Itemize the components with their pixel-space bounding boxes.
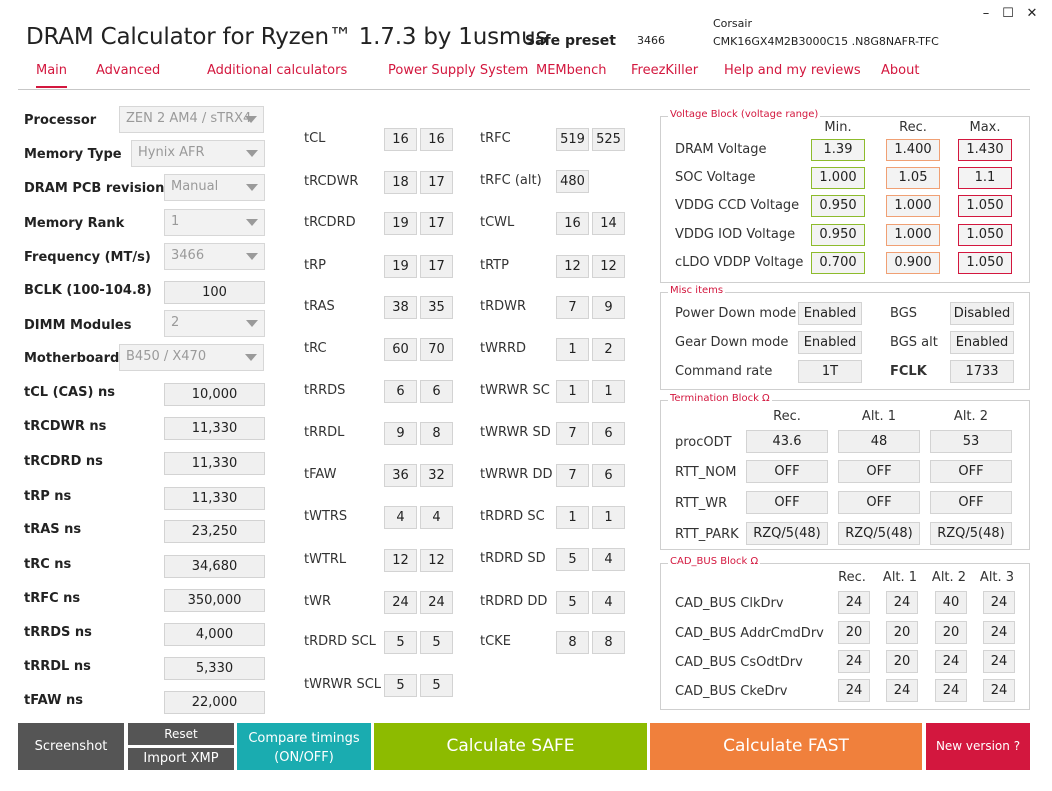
compare-timings-button[interactable] [237,723,371,770]
cad-bus-value[interactable]: 24 [983,621,1015,644]
timing-value-a[interactable]: 24 [384,591,417,614]
timing-value-b[interactable]: 4 [592,591,625,614]
cad-bus-value[interactable]: 20 [838,621,870,644]
timing-label: tRDRD SCL [304,634,376,649]
new-version-button[interactable]: New version ? [926,723,1030,770]
termination-label: RTT_WR [675,496,728,511]
voltage-min[interactable]: 0.950 [811,224,865,246]
chevron-down-icon [245,116,257,123]
timing-value-b[interactable]: 525 [592,128,625,151]
timing-value-a[interactable]: 1 [556,338,589,361]
termination-value[interactable]: 48 [838,430,920,453]
cad-bus-value[interactable]: 24 [983,591,1015,614]
power-down-label: Power Down mode [675,306,797,321]
timing-value-a[interactable]: 19 [384,255,417,278]
gear-down-label: Gear Down mode [675,335,789,350]
memory-rank-label: Memory Rank [24,216,125,231]
processor-value: ZEN 2 AM4 / sTRX4 [126,111,252,126]
timing-value-b[interactable]: 6 [592,464,625,487]
timing-value-a[interactable]: 12 [556,255,589,278]
timing-value-a[interactable]: 12 [384,549,417,572]
motherboard-value: B450 / X470 [126,349,207,364]
cad-bus-value[interactable]: 24 [886,591,918,614]
timing-label: tWRWR SCL [304,677,382,692]
timing-label: tRDRD DD [480,594,548,609]
timing-value-b[interactable]: 1 [592,506,625,529]
cad-bus-header: Alt. 2 [931,570,967,585]
termination-value[interactable]: OFF [838,460,920,483]
cad-bus-value[interactable]: 20 [935,621,967,644]
voltage-rec[interactable]: 1.000 [886,195,940,217]
screenshot-button[interactable]: Screenshot [18,723,124,770]
timing-label: tRCDRD [304,215,356,230]
compare-line2: (ON/OFF) [274,750,334,765]
safe-preset-label: Safe preset [525,33,616,49]
termination-value[interactable]: 53 [930,430,1012,453]
timing-label: tCWL [480,215,515,230]
timing-value-a[interactable]: 7 [556,464,589,487]
ns-value[interactable]: 34,680 [164,555,265,578]
main-nav [18,60,1030,90]
memory-rank-value: 1 [171,214,180,229]
ns-value[interactable]: 22,000 [164,691,265,714]
ns-value[interactable]: 11,330 [164,452,265,475]
ns-label: tRAS ns [24,522,82,537]
ns-value[interactable]: 4,000 [164,623,265,646]
ns-label: tRCDRD ns [24,454,103,469]
cad-bus-header: Alt. 3 [979,570,1015,585]
reset-button[interactable]: Reset [128,723,234,745]
gear-down-value[interactable]: Enabled [798,331,862,354]
timing-value-b[interactable]: 8 [592,631,625,654]
timing-value-a[interactable]: 36 [384,464,417,487]
cad-bus-value[interactable]: 20 [886,650,918,673]
termination-value[interactable]: OFF [930,491,1012,514]
ns-label: tRCDWR ns [24,419,107,434]
ns-label: tCL (CAS) ns [24,385,115,400]
termination-label: RTT_NOM [675,465,737,480]
timing-value-b[interactable]: 8 [420,422,453,445]
termination-header: Rec. [773,409,801,424]
cad-bus-value[interactable]: 24 [935,679,967,702]
fclk-label: FCLK [890,364,927,379]
timing-label: tWRWR DD [480,467,553,482]
timing-label: tWRWR SD [480,425,551,440]
timing-label: tRCDWR [304,174,359,189]
timing-value-b[interactable]: 6 [592,422,625,445]
preset-value: 3466 [637,34,665,47]
voltage-rec[interactable]: 1.05 [886,167,940,189]
frequency-value: 3466 [171,248,205,263]
chevron-down-icon [246,184,258,191]
cad-bus-value[interactable]: 24 [935,650,967,673]
ns-label: tFAW ns [24,693,83,708]
timing-value-a[interactable]: 5 [384,631,417,654]
maximize-button[interactable]: ☐ [1002,6,1014,21]
cad-bus-block-title: CAD_BUS Block Ω [670,556,759,567]
calculate-safe-button[interactable]: Calculate SAFE [374,723,647,770]
timing-value-a[interactable]: 5 [384,674,417,697]
processor-select[interactable] [119,106,264,133]
timing-label: tRP [304,258,326,273]
pcb-revision-select[interactable] [164,174,265,201]
timing-label: tRDRD SC [480,509,545,524]
ns-value[interactable]: 11,330 [164,417,265,440]
cad-bus-label: CAD_BUS AddrCmdDrv [675,626,824,641]
cad-bus-value[interactable]: 24 [983,679,1015,702]
timing-value-a[interactable]: 16 [384,128,417,151]
memory-type-value: Hynix AFR [138,145,205,160]
tab-main[interactable]: Main [36,63,67,88]
tab-help-reviews[interactable]: Help and my reviews [724,63,861,78]
tab-about[interactable]: About [881,63,920,78]
voltage-max[interactable]: 1.050 [958,252,1012,274]
timing-value-a[interactable]: 6 [384,380,417,403]
timing-value-b[interactable]: 4 [420,506,453,529]
timing-label: tWRWR SC [480,383,550,398]
timing-value-b[interactable]: 5 [420,631,453,654]
chevron-down-icon [245,354,257,361]
timing-label: tRTP [480,258,509,273]
voltage-min[interactable]: 1.39 [811,139,865,161]
timing-label: tCL [304,131,326,146]
bgs-value[interactable]: Disabled [950,302,1014,325]
timing-value-a[interactable]: 7 [556,422,589,445]
memory-rank-select[interactable] [164,209,265,236]
voltage-label: VDDG IOD Voltage [675,227,796,242]
ns-value[interactable]: 350,000 [164,589,265,612]
voltage-max[interactable]: 1.050 [958,195,1012,217]
cad-bus-header: Alt. 1 [882,570,918,585]
voltage-max[interactable]: 1.050 [958,224,1012,246]
voltage-label: DRAM Voltage [675,142,767,157]
timing-value-a[interactable]: 480 [556,170,589,193]
termination-label: procODT [675,435,732,450]
cad-bus-label: CAD_BUS ClkDrv [675,596,784,611]
voltage-min[interactable]: 1.000 [811,167,865,189]
cad-bus-value[interactable]: 24 [983,650,1015,673]
termination-header: Alt. 1 [861,409,897,424]
termination-label: RTT_PARK [675,527,739,542]
tab-membench[interactable]: MEMbench [536,63,607,78]
termination-value[interactable]: OFF [746,491,828,514]
voltage-max[interactable]: 1.430 [958,139,1012,161]
timing-label: tWR [304,594,331,609]
voltage-label: SOC Voltage [675,170,756,185]
voltage-min[interactable]: 0.700 [811,252,865,274]
cad-bus-label: CAD_BUS CkeDrv [675,684,788,699]
memory-brand: Corsair [713,17,752,30]
dimm-modules-label: DIMM Modules [24,318,132,333]
command-rate-value[interactable]: 1T [798,360,862,383]
timing-value-a[interactable]: 60 [384,338,417,361]
voltage-label: cLDO VDDP Voltage [675,255,804,270]
voltage-header: Max. [969,120,1001,135]
calculate-fast-button[interactable]: Calculate FAST [650,723,922,770]
minimize-button[interactable]: – [982,6,990,21]
timing-value-a[interactable]: 5 [556,591,589,614]
ns-label: tRRDL ns [24,659,91,674]
timing-value-b[interactable]: 17 [420,255,453,278]
cad-bus-value[interactable]: 24 [886,679,918,702]
bgs-label: BGS [890,306,918,321]
power-down-value[interactable]: Enabled [798,302,862,325]
bclk-input[interactable]: 100 [164,281,265,304]
timing-label: tRAS [304,299,335,314]
timing-label: tRDWR [480,299,527,314]
timing-value-b[interactable]: 17 [420,171,453,194]
tab-freezkiller[interactable]: FreezKiller [631,63,699,78]
cad-bus-value[interactable]: 24 [838,591,870,614]
timing-value-b[interactable]: 14 [592,212,625,235]
timing-label: tWTRS [304,509,348,524]
ns-value[interactable]: 11,330 [164,487,265,510]
voltage-block-title: Voltage Block (voltage range) [670,109,819,120]
cad-bus-value[interactable]: 20 [886,621,918,644]
termination-block-title: Termination Block Ω [670,393,770,404]
timing-value-b[interactable]: 6 [420,380,453,403]
voltage-rec[interactable]: 0.900 [886,252,940,274]
frequency-label: Frequency (MT/s) [24,250,151,265]
chevron-down-icon [246,150,258,157]
tab-additional-calculators[interactable]: Additional calculators [207,63,348,78]
processor-label: Processor [24,113,97,128]
timing-value-a[interactable]: 1 [556,380,589,403]
memory-type-label: Memory Type [24,147,122,162]
cad-bus-label: CAD_BUS CsOdtDrv [675,655,803,670]
timing-value-a[interactable]: 18 [384,171,417,194]
close-button[interactable]: ✕ [1026,6,1038,21]
pcb-revision-value: Manual [171,179,219,194]
fclk-value[interactable]: 1733 [950,360,1014,383]
termination-value[interactable]: OFF [838,491,920,514]
timing-label: tWTRL [304,552,347,567]
timing-value-b[interactable]: 9 [592,296,625,319]
timing-value-a[interactable]: 19 [384,212,417,235]
tab-power-supply-system[interactable]: Power Supply System [388,63,529,78]
timing-value-a[interactable]: 38 [384,296,417,319]
chevron-down-icon [246,219,258,226]
voltage-rec[interactable]: 1.400 [886,139,940,161]
ns-value[interactable]: 23,250 [164,520,265,543]
termination-value[interactable]: RZQ/5(48) [838,522,920,545]
dimm-modules-value: 2 [171,315,180,330]
motherboard-select[interactable] [119,344,264,371]
import-xmp-button[interactable]: Import XMP [128,748,234,770]
motherboard-label: Motherboard [24,351,120,366]
timing-value-a[interactable]: 1 [556,506,589,529]
termination-value[interactable]: 43.6 [746,430,828,453]
timing-value-b[interactable]: 70 [420,338,453,361]
timing-value-b[interactable]: 17 [420,212,453,235]
termination-value[interactable]: RZQ/5(48) [930,522,1012,545]
timing-value-a[interactable]: 9 [384,422,417,445]
timing-value-b[interactable]: 12 [592,255,625,278]
voltage-label: VDDG CCD Voltage [675,198,800,213]
timing-value-a[interactable]: 8 [556,631,589,654]
timing-label: tRFC [480,131,511,146]
command-rate-label: Command rate [675,364,773,379]
ns-label: tRFC ns [24,591,81,606]
app-title: DRAM Calculator for Ryzen™ 1.7.3 by 1usmus [26,24,548,50]
pcb-revision-label: DRAM PCB revision [24,181,165,196]
dimm-modules-select[interactable] [164,310,265,337]
bgs-alt-value[interactable]: Enabled [950,331,1014,354]
chevron-down-icon [246,253,258,260]
voltage-header: Min. [824,120,852,135]
timing-value-b[interactable]: 32 [420,464,453,487]
cad-bus-value[interactable]: 24 [838,679,870,702]
misc-block-title: Misc items [670,285,724,296]
timing-value-a[interactable]: 7 [556,296,589,319]
ns-value[interactable]: 10,000 [164,383,265,406]
timing-value-a[interactable]: 4 [384,506,417,529]
termination-header: Alt. 2 [953,409,989,424]
voltage-rec[interactable]: 1.000 [886,224,940,246]
timing-value-b[interactable]: 4 [592,548,625,571]
ns-label: tRC ns [24,557,72,572]
timing-label: tRFC (alt) [480,173,542,188]
timing-value-a[interactable]: 16 [556,212,589,235]
memory-part-number: CMK16GX4M2B3000C15 .N8G8NAFR-TFC [713,35,939,48]
timing-label: tRRDS [304,383,346,398]
timing-label: tWRRD [480,341,527,356]
cad-bus-header: Rec. [838,570,866,585]
timing-label: tRDRD SD [480,551,546,566]
ns-value[interactable]: 5,330 [164,657,265,680]
cad-bus-value[interactable]: 40 [935,591,967,614]
ns-label: tRRDS ns [24,625,92,640]
termination-value[interactable]: OFF [746,460,828,483]
timing-value-b[interactable]: 5 [420,674,453,697]
timing-value-b[interactable]: 12 [420,549,453,572]
voltage-min[interactable]: 0.950 [811,195,865,217]
memory-type-select[interactable] [131,140,265,167]
timing-value-a[interactable]: 519 [556,128,589,151]
timing-label: tCKE [480,634,511,649]
bgs-alt-label: BGS alt [890,335,938,350]
timing-label: tFAW [304,467,337,482]
bclk-label: BCLK (100-104.8) [24,283,152,298]
frequency-select[interactable] [164,243,265,270]
tab-advanced[interactable]: Advanced [96,63,161,78]
cad-bus-value[interactable]: 24 [838,650,870,673]
voltage-max[interactable]: 1.1 [958,167,1012,189]
timing-label: tRRDL [304,425,345,440]
timing-value-b[interactable]: 24 [420,591,453,614]
timing-label: tRC [304,341,327,356]
timing-value-a[interactable]: 5 [556,548,589,571]
chevron-down-icon [246,320,258,327]
ns-label: tRP ns [24,489,72,504]
timing-value-b[interactable]: 35 [420,296,453,319]
compare-line1: Compare timings [248,731,360,746]
voltage-header: Rec. [899,120,927,135]
termination-value[interactable]: RZQ/5(48) [746,522,828,545]
termination-value[interactable]: OFF [930,460,1012,483]
timing-value-b[interactable]: 2 [592,338,625,361]
timing-value-b[interactable]: 1 [592,380,625,403]
timing-value-b[interactable]: 16 [420,128,453,151]
